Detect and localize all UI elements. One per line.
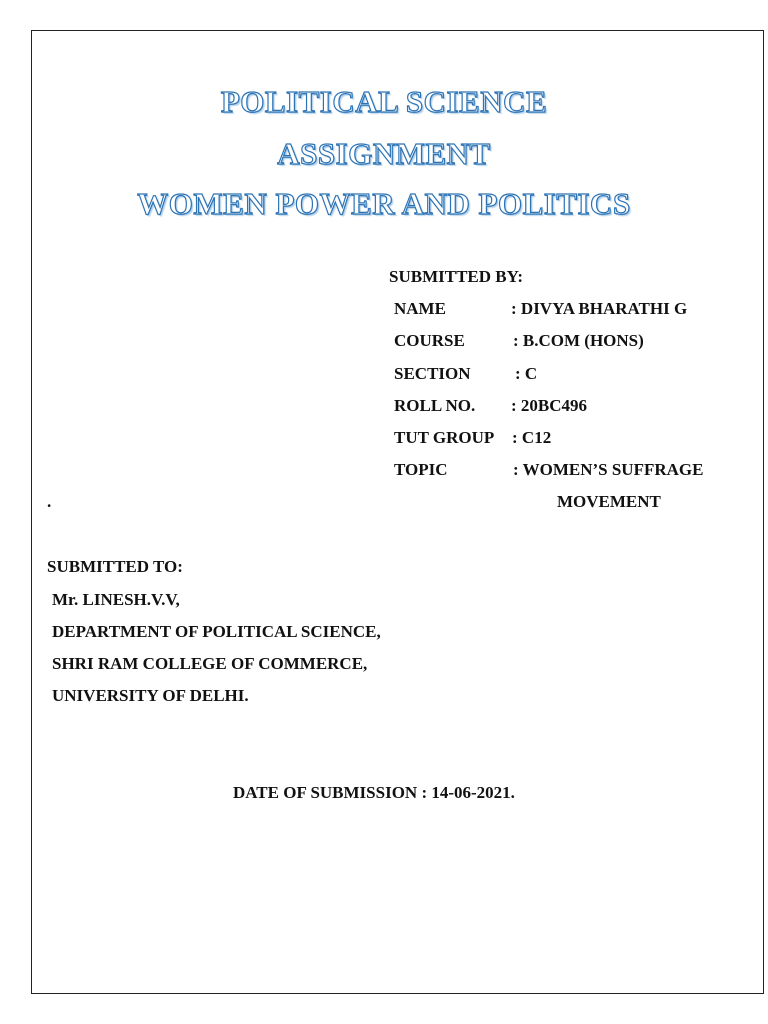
course-label: COURSE bbox=[394, 331, 465, 350]
name-label: NAME bbox=[394, 299, 446, 318]
submitted-by-heading: SUBMITTED BY: bbox=[389, 267, 523, 286]
page-border bbox=[31, 30, 764, 994]
section-value: : C bbox=[515, 364, 538, 383]
stray-dot: . bbox=[47, 492, 52, 511]
date-of-submission: DATE OF SUBMISSION : 14-06-2021. bbox=[233, 783, 515, 802]
teacher-name: Mr. LINESH.V.V, bbox=[52, 590, 180, 609]
name-value: : DIVYA BHARATHI G bbox=[511, 299, 688, 318]
section-label: SECTION bbox=[394, 364, 471, 383]
topic-label: TOPIC bbox=[394, 460, 448, 479]
tut-group-label: TUT GROUP bbox=[394, 428, 495, 447]
roll-no-value: : 20BC496 bbox=[511, 396, 588, 415]
title-political-science: POLITICAL SCIENCE bbox=[220, 84, 548, 119]
university: UNIVERSITY OF DELHI. bbox=[52, 686, 249, 705]
topic-value: : WOMEN’S SUFFRAGE bbox=[513, 460, 704, 479]
college: SHRI RAM COLLEGE OF COMMERCE, bbox=[52, 654, 368, 673]
title-assignment: ASSIGNMENT bbox=[277, 136, 491, 171]
tut-group-value: : C12 bbox=[512, 428, 552, 447]
topic-continued: MOVEMENT bbox=[557, 492, 661, 511]
title-topic: WOMEN POWER AND POLITICS bbox=[137, 186, 631, 221]
submitted-to-heading: SUBMITTED TO: bbox=[47, 557, 183, 576]
roll-no-label: ROLL NO. bbox=[394, 396, 476, 415]
course-value: : B.COM (HONS) bbox=[513, 331, 644, 350]
department: DEPARTMENT OF POLITICAL SCIENCE, bbox=[52, 622, 381, 641]
